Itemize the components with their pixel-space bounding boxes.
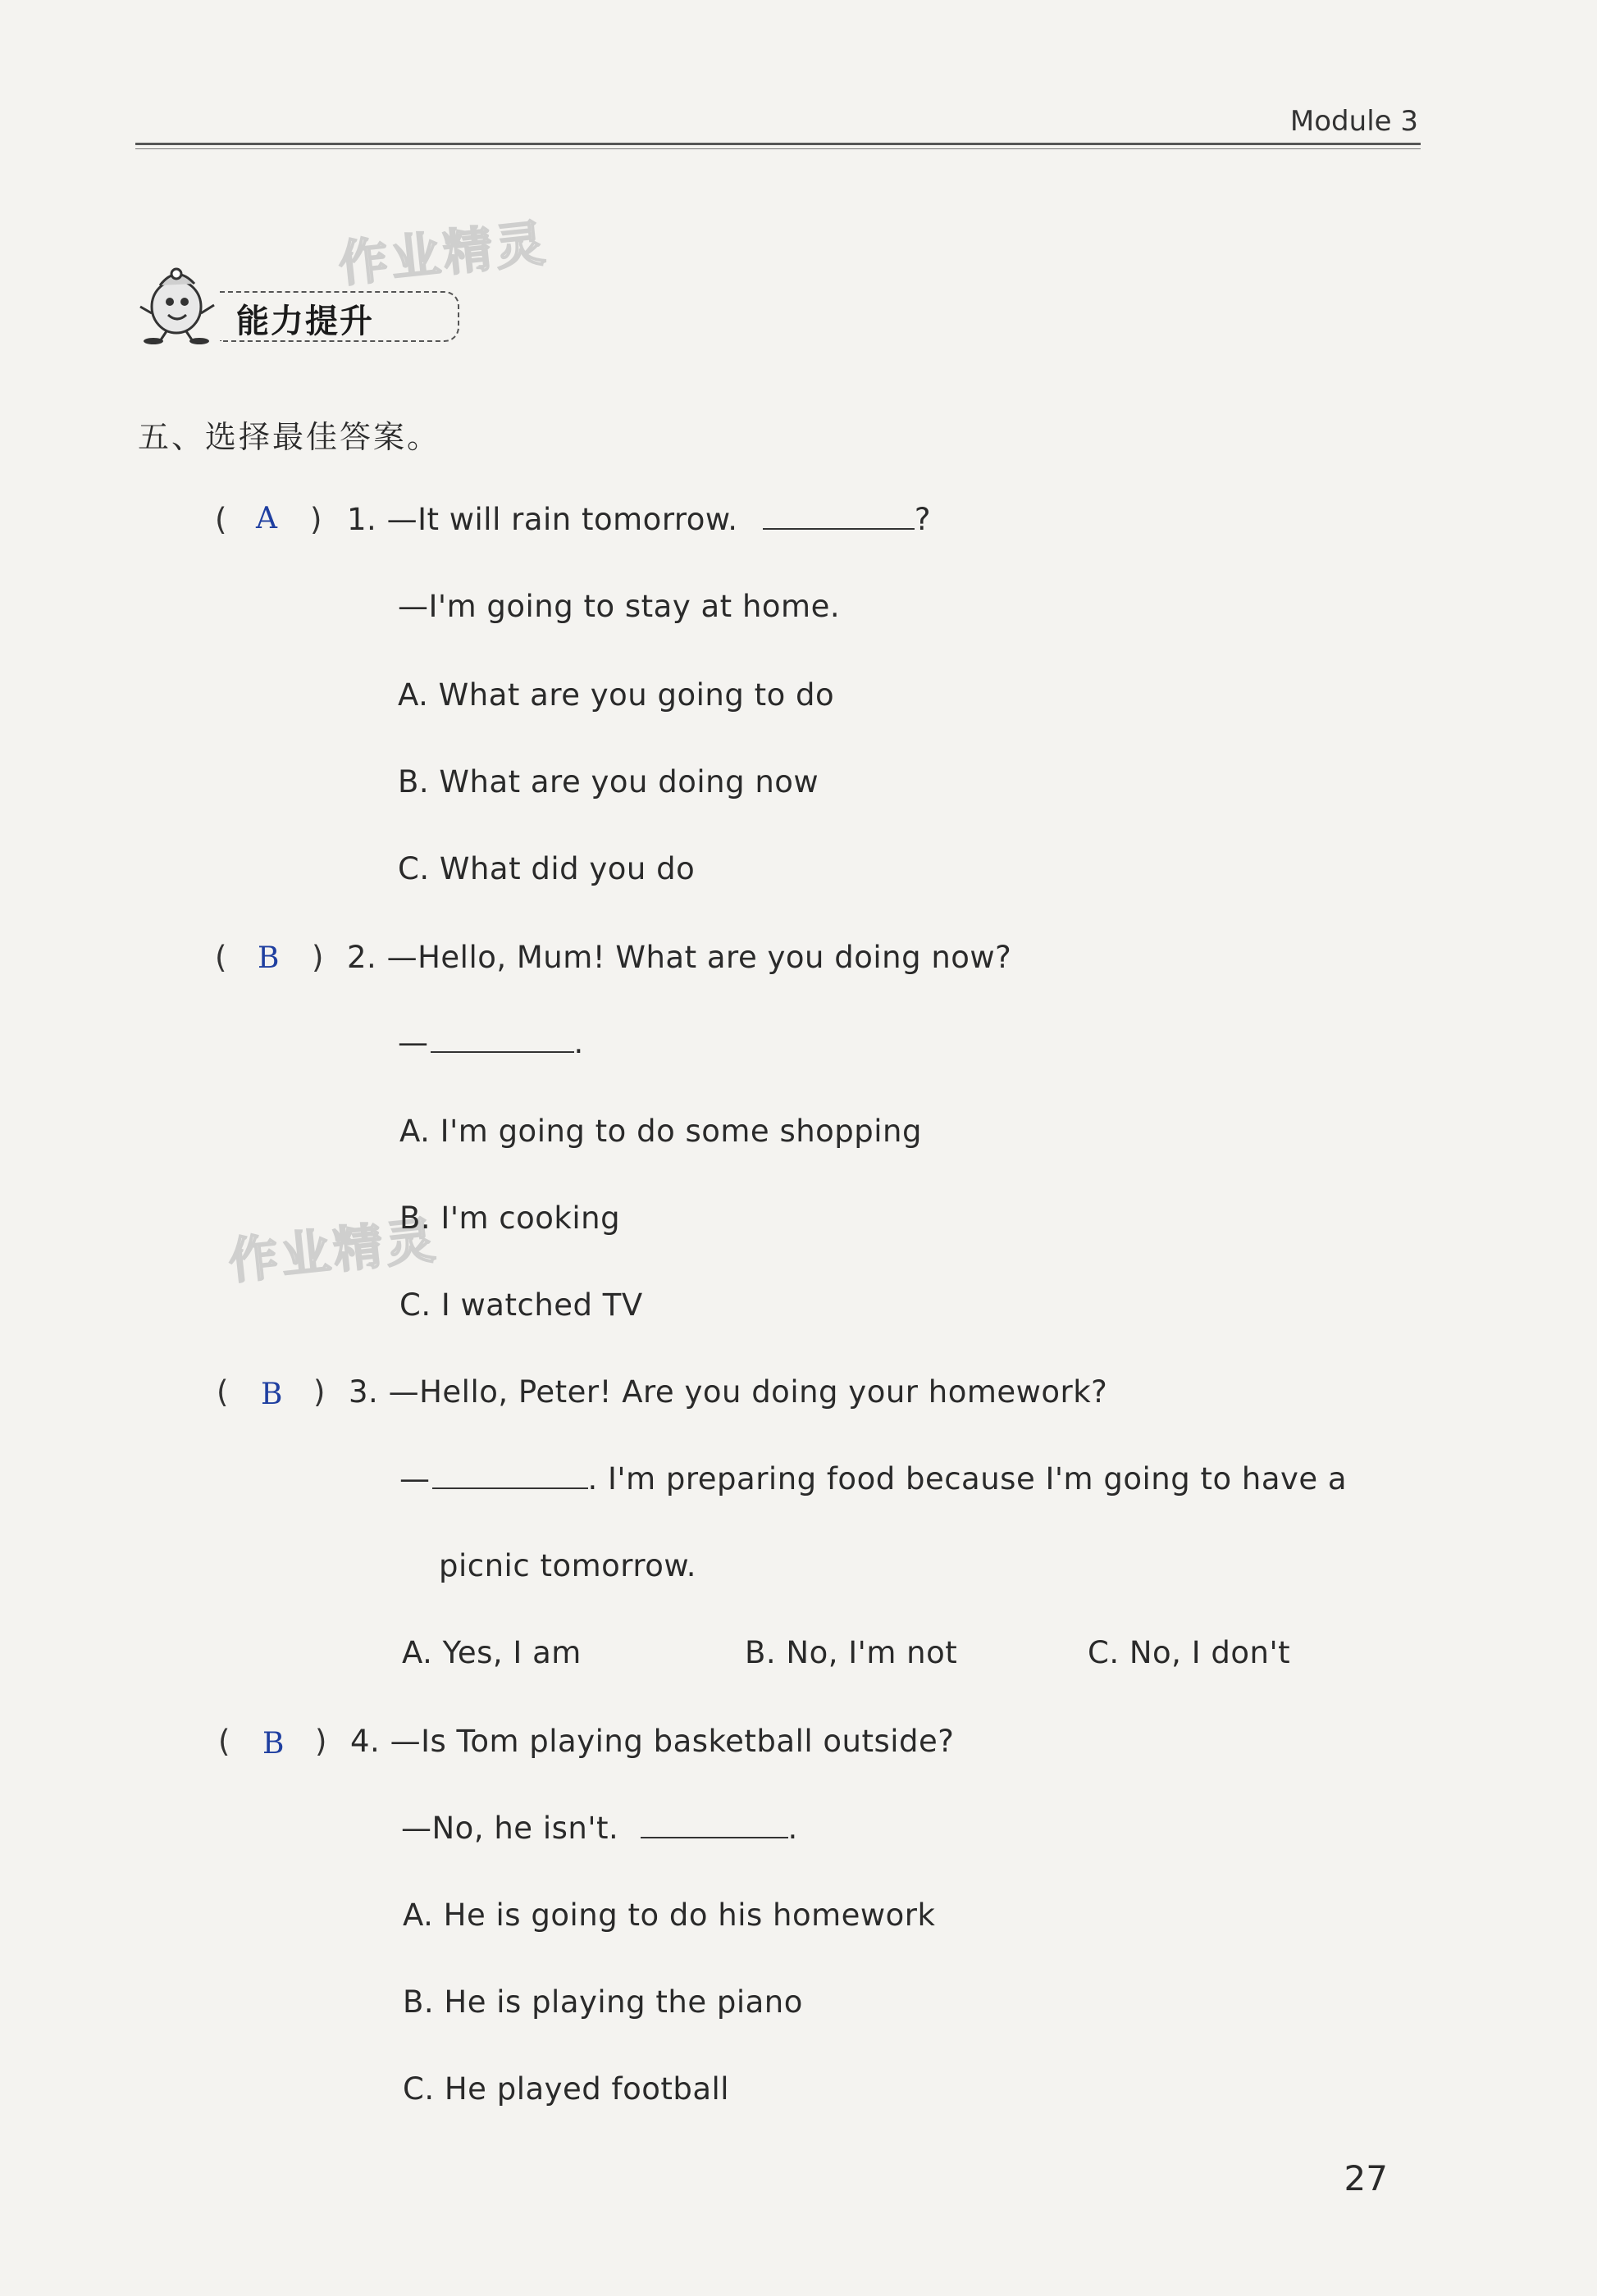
section-title: 能力提升 — [236, 303, 374, 340]
question-number: 3. — [349, 1374, 379, 1410]
reply-punct: . — [573, 1025, 584, 1060]
question-punct: ? — [914, 502, 931, 537]
reply-dash: — — [399, 1461, 431, 1496]
option-a: A. What are you going to do — [398, 677, 835, 713]
module-label: Module 3 — [1289, 105, 1418, 138]
option-a: A. He is going to do his homework — [403, 1897, 936, 1933]
page-number: 27 — [1344, 2158, 1388, 2198]
option-b: B. He is playing the piano — [403, 1984, 803, 2020]
option-b: B. No, I'm not — [745, 1635, 958, 1670]
answer-bracket: ) — [315, 1724, 327, 1759]
exercise-instruction: 五、选择最佳答案。 — [138, 419, 441, 455]
answer-mark: B — [258, 941, 280, 975]
option-b: B. What are you doing now — [398, 764, 819, 800]
reply-dash: — — [398, 1025, 429, 1060]
question-stem — [350, 1724, 954, 1759]
answer-blank — [431, 1027, 574, 1053]
question-number: 4. — [350, 1724, 381, 1759]
answer-bracket: ( — [218, 1724, 230, 1759]
answer-mark: B — [262, 1727, 285, 1761]
question-prompt: —Hello, Peter! Are you doing your homework? — [388, 1374, 1108, 1410]
reply-continuation: picnic tomorrow. — [439, 1548, 696, 1583]
option-a: A. I'm going to do some shopping — [399, 1114, 922, 1149]
question-stem — [347, 940, 1011, 975]
question-reply: —I'm going to stay at home. — [398, 589, 841, 624]
mascot-icon — [135, 256, 226, 346]
question-prompt: —Is Tom playing basketball outside? — [390, 1724, 955, 1759]
header-divider-thin — [135, 148, 1421, 149]
watermark: 作业精灵 — [335, 214, 551, 294]
reply-punct: . — [787, 1811, 798, 1846]
option-c: C. He played football — [403, 2071, 730, 2107]
answer-blank — [641, 1812, 788, 1838]
answer-blank — [432, 1463, 588, 1489]
question-prompt: —Hello, Mum! What are you doing now? — [386, 940, 1012, 975]
question-prompt: —It will rain tomorrow. — [386, 502, 738, 537]
answer-bracket: ) — [313, 1374, 326, 1410]
question-reply — [401, 1811, 798, 1846]
reply-text: —No, he isn't. — [401, 1811, 619, 1846]
reply-text: . I'm preparing food because I'm going to have a — [587, 1461, 1348, 1496]
answer-bracket: ( — [215, 940, 227, 975]
option-c: C. No, I don't — [1088, 1635, 1291, 1670]
answer-bracket: ( — [217, 1374, 229, 1410]
question-stem — [349, 1374, 1107, 1410]
option-c: C. I watched TV — [399, 1287, 643, 1323]
answer-bracket: ) — [312, 940, 324, 975]
watermark: 作业精灵 — [226, 1211, 441, 1292]
answer-mark: A — [256, 502, 277, 535]
header-divider — [135, 143, 1421, 145]
option-a: A. Yes, I am — [402, 1635, 582, 1670]
answer-bracket: ( — [215, 502, 227, 537]
question-reply — [398, 1025, 584, 1060]
question-number: 1. — [347, 502, 377, 537]
answer-mark: B — [261, 1378, 283, 1411]
question-stem — [347, 502, 931, 537]
question-reply — [399, 1461, 1347, 1496]
question-number: 2. — [347, 940, 377, 975]
option-b: B. I'm cooking — [399, 1200, 621, 1236]
answer-bracket: ) — [310, 502, 322, 537]
option-c: C. What did you do — [398, 851, 696, 886]
answer-blank — [763, 503, 915, 530]
